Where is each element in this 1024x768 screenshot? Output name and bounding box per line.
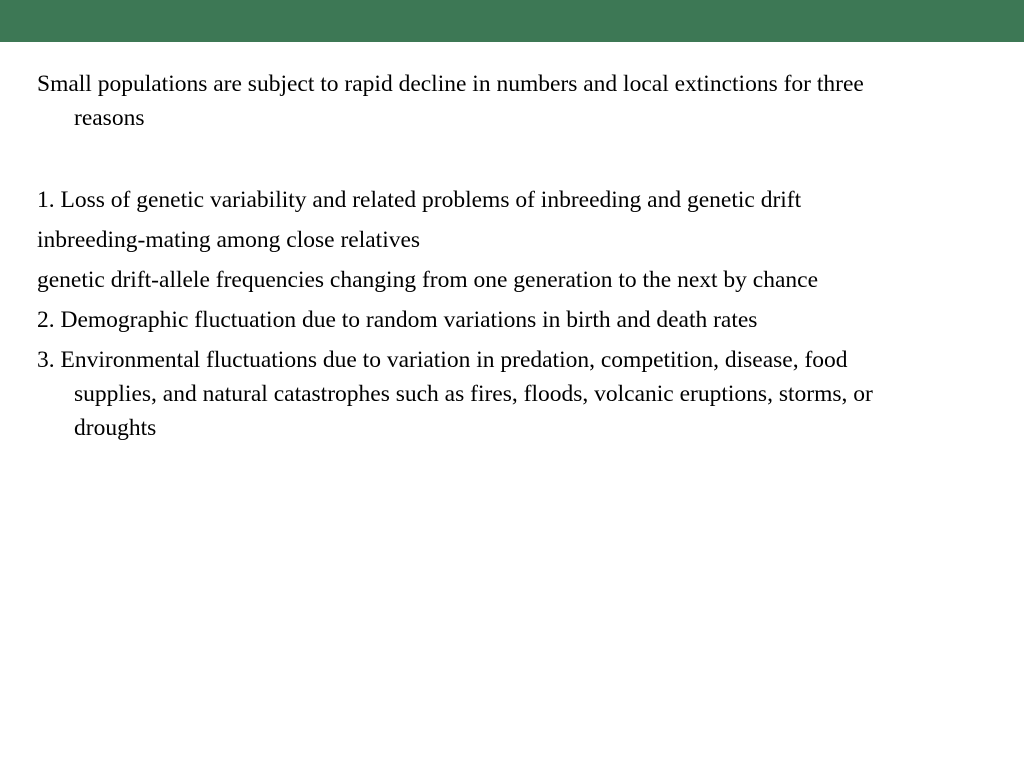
slide-header-bar <box>0 0 1024 42</box>
reason-2-paragraph: 2. Demographic fluctuation due to random variations in birth and death rates <box>37 307 758 333</box>
inbreeding-definition: inbreeding-mating among close relatives <box>37 227 421 253</box>
intro-paragraph: Small populations are subject to rapid decline in numbers and local extinctions for three reasons <box>37 71 864 131</box>
slide-body <box>37 67 887 445</box>
reason-3-paragraph: 3. Environmental fluctuations due to variation in predation, competition, disease, food supplies, and natural catastrophes such as fires, floods, volcanic eruptions, storms, or droughts <box>37 347 873 441</box>
genetic-drift-definition: genetic drift-allele frequencies changing from one generation to the next by chance <box>37 267 819 293</box>
reason-1-paragraph: 1. Loss of genetic variability and related problems of inbreeding and genetic drift <box>37 187 802 213</box>
